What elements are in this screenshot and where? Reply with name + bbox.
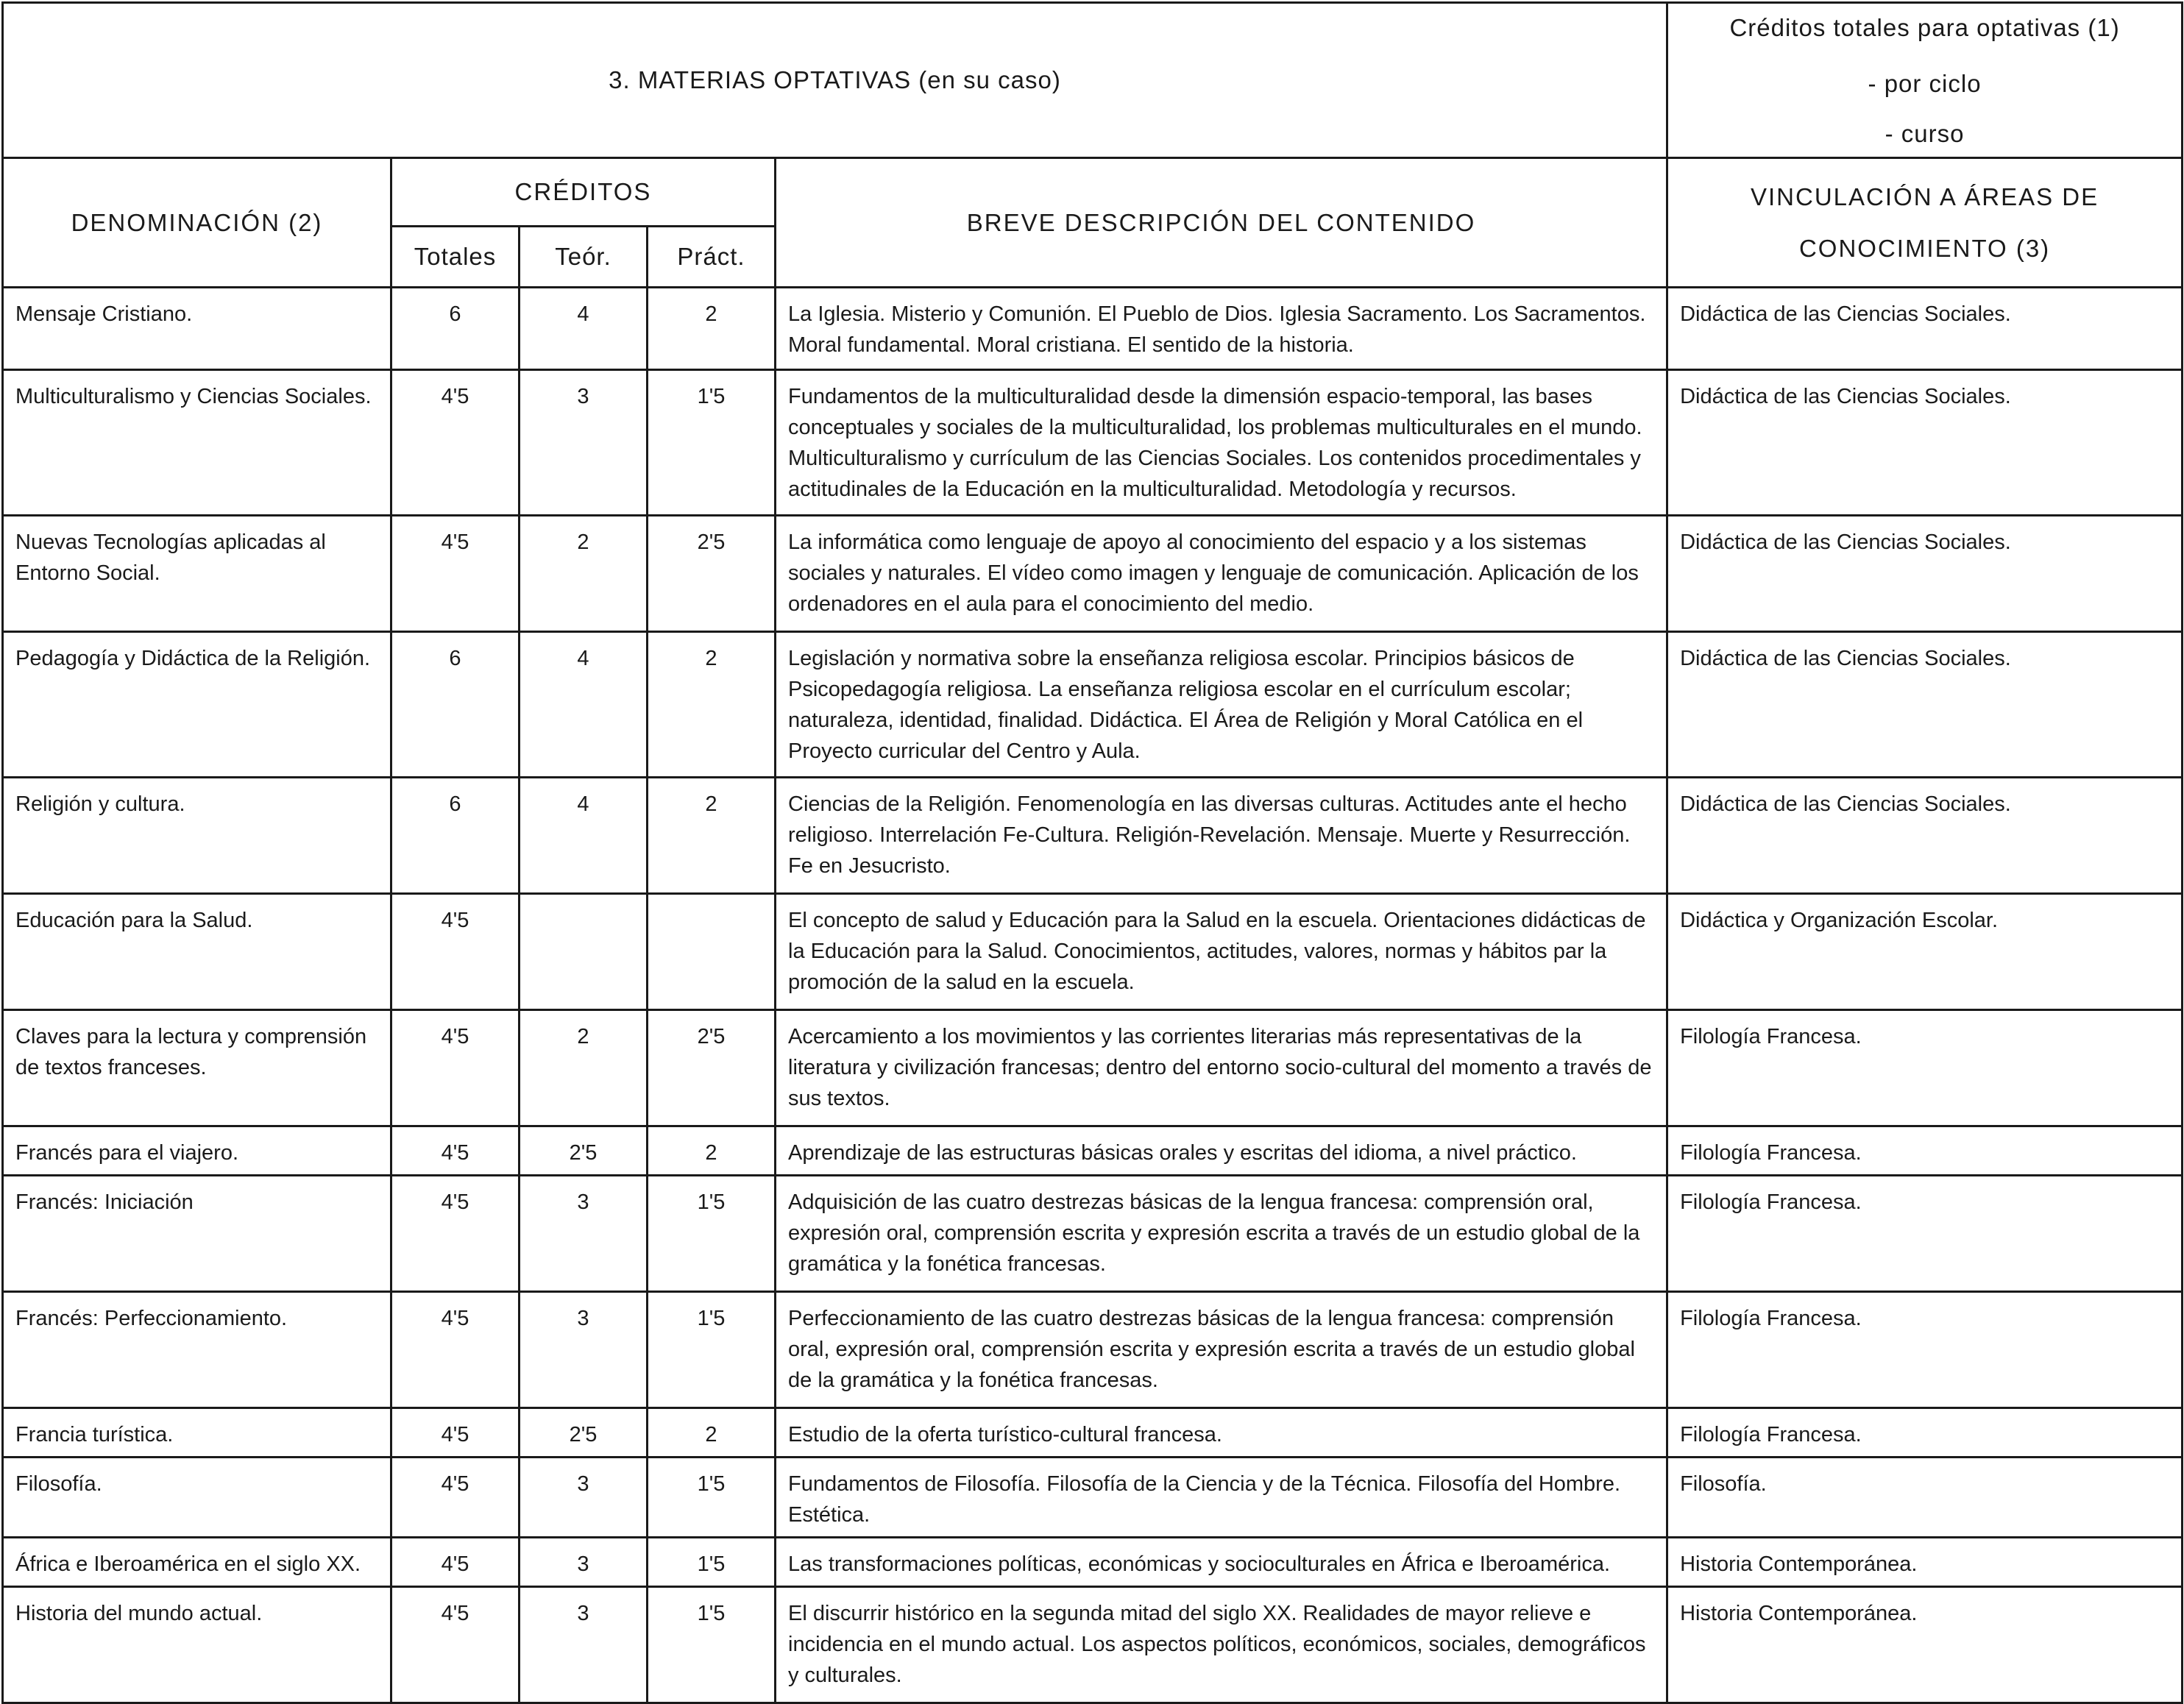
row-totales: 4'5 [391, 516, 520, 632]
row-pract: 2'5 [648, 1010, 776, 1126]
row-pract: 2 [648, 632, 776, 778]
title-row [3, 3, 2183, 158]
row-area: Filología Francesa. [1667, 1292, 2183, 1408]
row-totales: 4'5 [391, 370, 520, 516]
column-header-row [3, 158, 2183, 227]
row-descripcion: Acercamiento a los movimientos y las corrientes literarias más representativas de la literatura y civilización francesas; dentro del entorno socio-cultural del momento a través de sus textos. [776, 1010, 1667, 1126]
table-row [3, 894, 2183, 1010]
row-totales: 6 [391, 778, 520, 894]
col-creditos: CRÉDITOS [391, 158, 776, 227]
table-row [3, 516, 2183, 632]
row-descripcion: Aprendizaje de las estructuras básicas orales y escritas del idioma, a nivel práctico. [776, 1126, 1667, 1176]
row-totales: 4'5 [391, 1292, 520, 1408]
credits-total-box [1667, 3, 2183, 158]
table-row [3, 1408, 2183, 1458]
table-row [3, 370, 2183, 516]
table-row [3, 1587, 2183, 1703]
row-name: Nuevas Tecnologías aplicadas al Entorno Social. [3, 516, 391, 632]
row-name: Filosofía. [3, 1458, 391, 1538]
row-totales: 4'5 [391, 1538, 520, 1587]
row-pract: 2 [648, 1126, 776, 1176]
row-totales: 4'5 [391, 1176, 520, 1292]
row-pract: 1'5 [648, 1538, 776, 1587]
table-row [3, 1292, 2183, 1408]
table-body [3, 288, 2183, 1703]
row-name: Mensaje Cristiano. [3, 288, 391, 370]
table-row [3, 1538, 2183, 1587]
row-area: Didáctica y Organización Escolar. [1667, 894, 2183, 1010]
row-descripcion: Estudio de la oferta turístico-cultural francesa. [776, 1408, 1667, 1458]
row-name: Historia del mundo actual. [3, 1587, 391, 1703]
row-area: Didáctica de las Ciencias Sociales. [1667, 632, 2183, 778]
credits-total-label: Créditos totales para optativas (1) [1729, 14, 2120, 41]
row-area: Filología Francesa. [1667, 1126, 2183, 1176]
row-totales: 4'5 [391, 1587, 520, 1703]
row-totales: 6 [391, 288, 520, 370]
row-area: Filosofía. [1667, 1458, 2183, 1538]
col-totales: Totales [391, 227, 520, 288]
col-vinculacion-line1: VINCULACIÓN A ÁREAS DE [1750, 182, 2099, 210]
row-name: Francés: Perfeccionamiento. [3, 1292, 391, 1408]
col-teor: Teór. [520, 227, 648, 288]
row-teor [520, 894, 648, 1010]
table-row [3, 1010, 2183, 1126]
row-totales: 6 [391, 632, 520, 778]
optativas-document [1, 1, 2181, 1704]
row-teor: 3 [520, 1458, 648, 1538]
table-row [3, 1126, 2183, 1176]
row-pract: 1'5 [648, 370, 776, 516]
row-totales: 4'5 [391, 1408, 520, 1458]
col-descripcion: BREVE DESCRIPCIÓN DEL CONTENIDO [776, 158, 1667, 288]
row-descripcion: El concepto de salud y Educación para la Salud en la escuela. Orientaciones didácticas de la Educación para la Salud. Conocimientos, actitudes, valores, normas y hábitos par la promoción de la salud en la escuela. [776, 894, 1667, 1010]
row-descripcion: Fundamentos de Filosofía. Filosofía de la Ciencia y de la Técnica. Filosofía del Hombre. Estética. [776, 1458, 1667, 1538]
row-teor: 2 [520, 1010, 648, 1126]
col-denominacion: DENOMINACIÓN (2) [3, 158, 391, 288]
row-name: Francés para el viajero. [3, 1126, 391, 1176]
row-pract: 1'5 [648, 1292, 776, 1408]
row-totales: 4'5 [391, 1458, 520, 1538]
row-name: Educación para la Salud. [3, 894, 391, 1010]
row-descripcion: Perfeccionamiento de las cuatro destrezas básicas de la lengua francesa: comprensión oral, expresión oral, comprensión escrita y expresión escrita a través de un estudio global de la gramática y la fonética francesas. [776, 1292, 1667, 1408]
row-teor: 4 [520, 632, 648, 778]
row-pract: 2'5 [648, 516, 776, 632]
row-descripcion: Legislación y normativa sobre la enseñanza religiosa escolar. Principios básicos de Psicopedagogía religiosa. La enseñanza religiosa escolar en el currículum escolar; naturaleza, identidad, finalidad. Didáctica. El Área de Religión y Moral Católica en el Proyecto curricular del Centro y Aula. [776, 632, 1667, 778]
table-row [3, 288, 2183, 370]
row-name: Claves para la lectura y comprensión de textos franceses. [3, 1010, 391, 1126]
row-pract: 1'5 [648, 1587, 776, 1703]
row-descripcion: El discurrir histórico en la segunda mitad del siglo XX. Realidades de mayor relieve e incidencia en el mundo actual. Los aspectos políticos, económicos, sociales, demográficos y culturales. [776, 1587, 1667, 1703]
row-teor: 4 [520, 288, 648, 370]
row-name: Religión y cultura. [3, 778, 391, 894]
row-pract: 1'5 [648, 1458, 776, 1538]
row-area: Filología Francesa. [1667, 1010, 2183, 1126]
row-name: Francés: Iniciación [3, 1176, 391, 1292]
row-teor: 3 [520, 1587, 648, 1703]
row-pract [648, 894, 776, 1010]
row-area: Filología Francesa. [1667, 1408, 2183, 1458]
row-area: Filología Francesa. [1667, 1176, 2183, 1292]
row-area: Historia Contemporánea. [1667, 1538, 2183, 1587]
row-teor: 3 [520, 370, 648, 516]
row-pract: 2 [648, 1408, 776, 1458]
col-vinculacion-line2: CONOCIMIENTO (3) [1798, 234, 2051, 262]
section-title: 3. MATERIAS OPTATIVAS (en su caso) [3, 3, 1667, 158]
row-descripcion: Las transformaciones políticas, económicas y socioculturales en África e Iberoamérica. [776, 1538, 1667, 1587]
row-teor: 3 [520, 1292, 648, 1408]
row-name: Pedagogía y Didáctica de la Religión. [3, 632, 391, 778]
row-descripcion: La informática como lenguaje de apoyo al conocimiento del espacio y a los sistemas sociales y naturales. El vídeo como imagen y lenguaje de comunicación. Aplicación de los ordenadores en el aula para el conocimiento del medio. [776, 516, 1667, 632]
row-area: Didáctica de las Ciencias Sociales. [1667, 778, 2183, 894]
row-teor: 3 [520, 1176, 648, 1292]
optativas-table [1, 1, 2183, 1704]
row-pract: 1'5 [648, 1176, 776, 1292]
row-teor: 2'5 [520, 1126, 648, 1176]
row-descripcion: Fundamentos de la multiculturalidad desde la dimensión espacio-temporal, las bases conceptuales y sociales de la multiculturalidad, los problemas multiculturales en el mundo. Multiculturalismo y currículum de las Ciencias Sociales. Los contenidos procedimentales y actitudinales de la Educación en la multiculturalidad. Metodología y recursos. [776, 370, 1667, 516]
per-course-label: - curso [1885, 120, 1965, 147]
row-descripcion: Adquisición de las cuatro destrezas básicas de la lengua francesa: comprensión oral, expresión oral, comprensión escrita y expresión escrita a través de un estudio global de la gramática y la fonética francesas. [776, 1176, 1667, 1292]
row-name: África e Iberoamérica en el siglo XX. [3, 1538, 391, 1587]
row-pract: 2 [648, 778, 776, 894]
row-totales: 4'5 [391, 894, 520, 1010]
row-teor: 4 [520, 778, 648, 894]
row-teor: 3 [520, 1538, 648, 1587]
row-area: Didáctica de las Ciencias Sociales. [1667, 516, 2183, 632]
row-name: Multiculturalismo y Ciencias Sociales. [3, 370, 391, 516]
row-area: Didáctica de las Ciencias Sociales. [1667, 288, 2183, 370]
row-name: Francia turística. [3, 1408, 391, 1458]
row-area: Didáctica de las Ciencias Sociales. [1667, 370, 2183, 516]
row-teor: 2 [520, 516, 648, 632]
table-row [3, 632, 2183, 778]
row-teor: 2'5 [520, 1408, 648, 1458]
per-cycle-label: - por ciclo [1868, 70, 1982, 97]
row-descripcion: La Iglesia. Misterio y Comunión. El Pueblo de Dios. Iglesia Sacramento. Los Sacramentos. Moral fundamental. Moral cristiana. El sentido de la historia. [776, 288, 1667, 370]
row-area: Historia Contemporánea. [1667, 1587, 2183, 1703]
row-descripcion: Ciencias de la Religión. Fenomenología en las diversas culturas. Actitudes ante el hecho religioso. Interrelación Fe-Cultura. Religión-Revelación. Mensaje. Muerte y Resurrección. Fe en Jesucristo. [776, 778, 1667, 894]
table-row [3, 1176, 2183, 1292]
table-row [3, 778, 2183, 894]
row-totales: 4'5 [391, 1126, 520, 1176]
row-pract: 2 [648, 288, 776, 370]
col-vinculacion [1667, 158, 2183, 288]
table-row [3, 1458, 2183, 1538]
col-pract: Práct. [648, 227, 776, 288]
row-totales: 4'5 [391, 1010, 520, 1126]
